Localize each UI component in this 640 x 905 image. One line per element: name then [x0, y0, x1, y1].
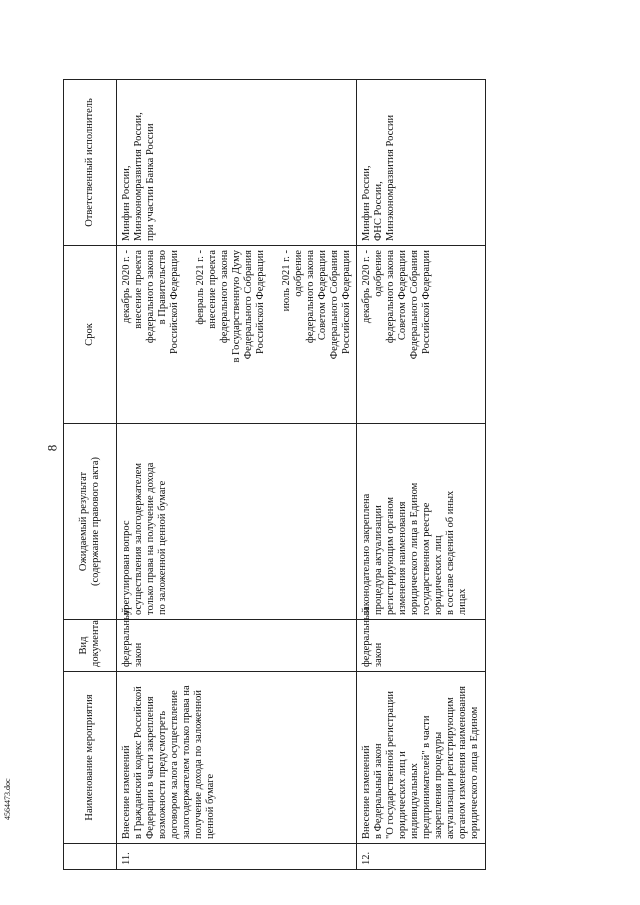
spacer [267, 250, 281, 419]
row-doc-type [117, 607, 357, 672]
table-row [357, 80, 486, 870]
row-term-line: федерального закона [385, 250, 397, 344]
header-result-line: (содержание правового акта) [90, 457, 101, 587]
row-name [357, 672, 486, 844]
row-result-line: юридических лиц [433, 535, 445, 615]
header-result-line: Ожидаемый результат [78, 471, 90, 572]
row-name-line: возможности предусмотреть [156, 710, 168, 839]
row-result-line: регистрирующим органом [385, 496, 397, 615]
row-resp-line: Минфин России, [361, 165, 373, 241]
row-term-line: июль 2021 г. - [280, 250, 292, 312]
row-name-line: "О государственной регистрации [385, 691, 397, 839]
header-name: Наименование мероприятия [64, 672, 117, 844]
row-result-line: законодательно закреплена [361, 493, 373, 615]
row-result-line: по заложенной ценной бумаге [156, 480, 168, 615]
header-result [64, 424, 117, 620]
row-term-line: Федерального Собрания [242, 250, 254, 360]
spacer [181, 250, 195, 419]
row-type-line: федеральный [121, 607, 132, 667]
row-result-line: лицах [457, 588, 469, 615]
row-term-line: Федерального Собрания [328, 250, 340, 360]
row-name-line: органом изменения наименования [457, 686, 469, 839]
row-term [357, 246, 486, 424]
row-result-line: осуществления залогодержателем [132, 462, 144, 615]
header-type-line: документа [90, 620, 101, 667]
row-name-line: закрепления процедуры [433, 731, 445, 839]
row-term-line: Федерального Собрания [409, 250, 421, 360]
rotated-table-container [63, 80, 603, 870]
row-type-line: закон [132, 642, 144, 667]
row-term-line: федерального закона [144, 250, 156, 344]
row-result [357, 424, 486, 620]
row-result [117, 424, 357, 620]
row-result-line: процедура актуализации [373, 505, 385, 615]
row-result-line: государственном реестре [421, 502, 433, 615]
row-term-line: Российской Федерации [254, 250, 266, 354]
row-responsible [117, 80, 357, 246]
row-term-line: декабрь 2020 г. - [361, 250, 373, 324]
file-id: 4564473.doc [3, 778, 12, 820]
row-term-line: декабрь 2020 г. - [121, 250, 132, 324]
header-type-line: Вид [78, 636, 90, 655]
row-name-line: договором залога осуществление [168, 690, 180, 839]
row-responsible [357, 80, 486, 246]
header-resp: Ответственный исполнитель [64, 80, 117, 246]
row-term [117, 246, 357, 424]
row-name-line: ценной бумаге [204, 773, 216, 839]
row-name-line: индивидуальных [409, 763, 421, 839]
row-term-line: Российской Федерации [168, 250, 180, 354]
row-type-line: федеральный [361, 607, 373, 667]
row-term-line: в Правительство [156, 250, 168, 325]
row-term-line: Российской Федерации [421, 250, 433, 354]
row-doc-type [357, 607, 486, 672]
row-result-line: юридического лица в Едином [409, 482, 421, 615]
row-result-line: изменения наименования [397, 501, 409, 615]
row-term-line: внесение проекта [206, 250, 218, 329]
row-result-line: только права на получение дохода [144, 462, 156, 615]
table-row [117, 80, 357, 870]
row-term-line: одобрение [373, 250, 385, 297]
row-name-line: в Федеральный закон [373, 743, 385, 839]
row-result-line: в составе сведений об иных [445, 490, 457, 615]
row-type-line: закон [373, 642, 385, 667]
row-name-line: Внесение изменений [121, 745, 132, 839]
header-type [64, 620, 117, 672]
row-name-line: в Гражданский кодекс Российской [132, 686, 144, 839]
table-header-row [64, 80, 117, 870]
row-term-line: февраль 2021 г. - [194, 250, 206, 325]
row-name-line: актуализации регистрирующим [445, 697, 457, 839]
row-name-line: залогодержателем только права на [180, 685, 192, 839]
row-term-line: Советом Федерации [397, 250, 409, 341]
row-term-line: федерального закона [218, 250, 230, 344]
row-resp-line: Минфин России, [121, 165, 132, 241]
row-name-line: Федерации в части закрепления [144, 696, 156, 839]
row-name [117, 672, 357, 844]
row-name-line: юридического лица в Едином [469, 706, 481, 839]
row-term-line: внесение проекта [132, 250, 144, 329]
row-result-line: урегулирован вопрос [121, 520, 132, 615]
row-resp-line: при участии Банка России [144, 123, 156, 241]
row-name-line: предпринимателей" в части [421, 715, 433, 839]
page-number: 8 [44, 444, 60, 452]
row-name-line: Внесение изменений [361, 745, 373, 839]
row-number: 12. [357, 844, 486, 870]
row-number: 11. [117, 844, 357, 870]
row-resp-line: Минэкономразвития России [385, 114, 397, 241]
row-name-line: юридических лиц и [397, 751, 409, 839]
row-term-line: Советом Федерации [316, 250, 328, 341]
row-term-line: в Государственную Думу [230, 250, 242, 363]
header-term: Срок [64, 246, 117, 424]
row-resp-line: ФНС России, [373, 181, 385, 241]
measures-table [63, 79, 486, 870]
header-num [64, 844, 117, 870]
row-name-line: получение дохода по заложенной [192, 690, 204, 839]
row-term-line: федерального закона [304, 250, 316, 344]
row-term-line: Российской Федерации [340, 250, 352, 354]
row-term-line: одобрение [292, 250, 304, 297]
row-resp-line: Минэкономразвития России, [132, 112, 144, 241]
